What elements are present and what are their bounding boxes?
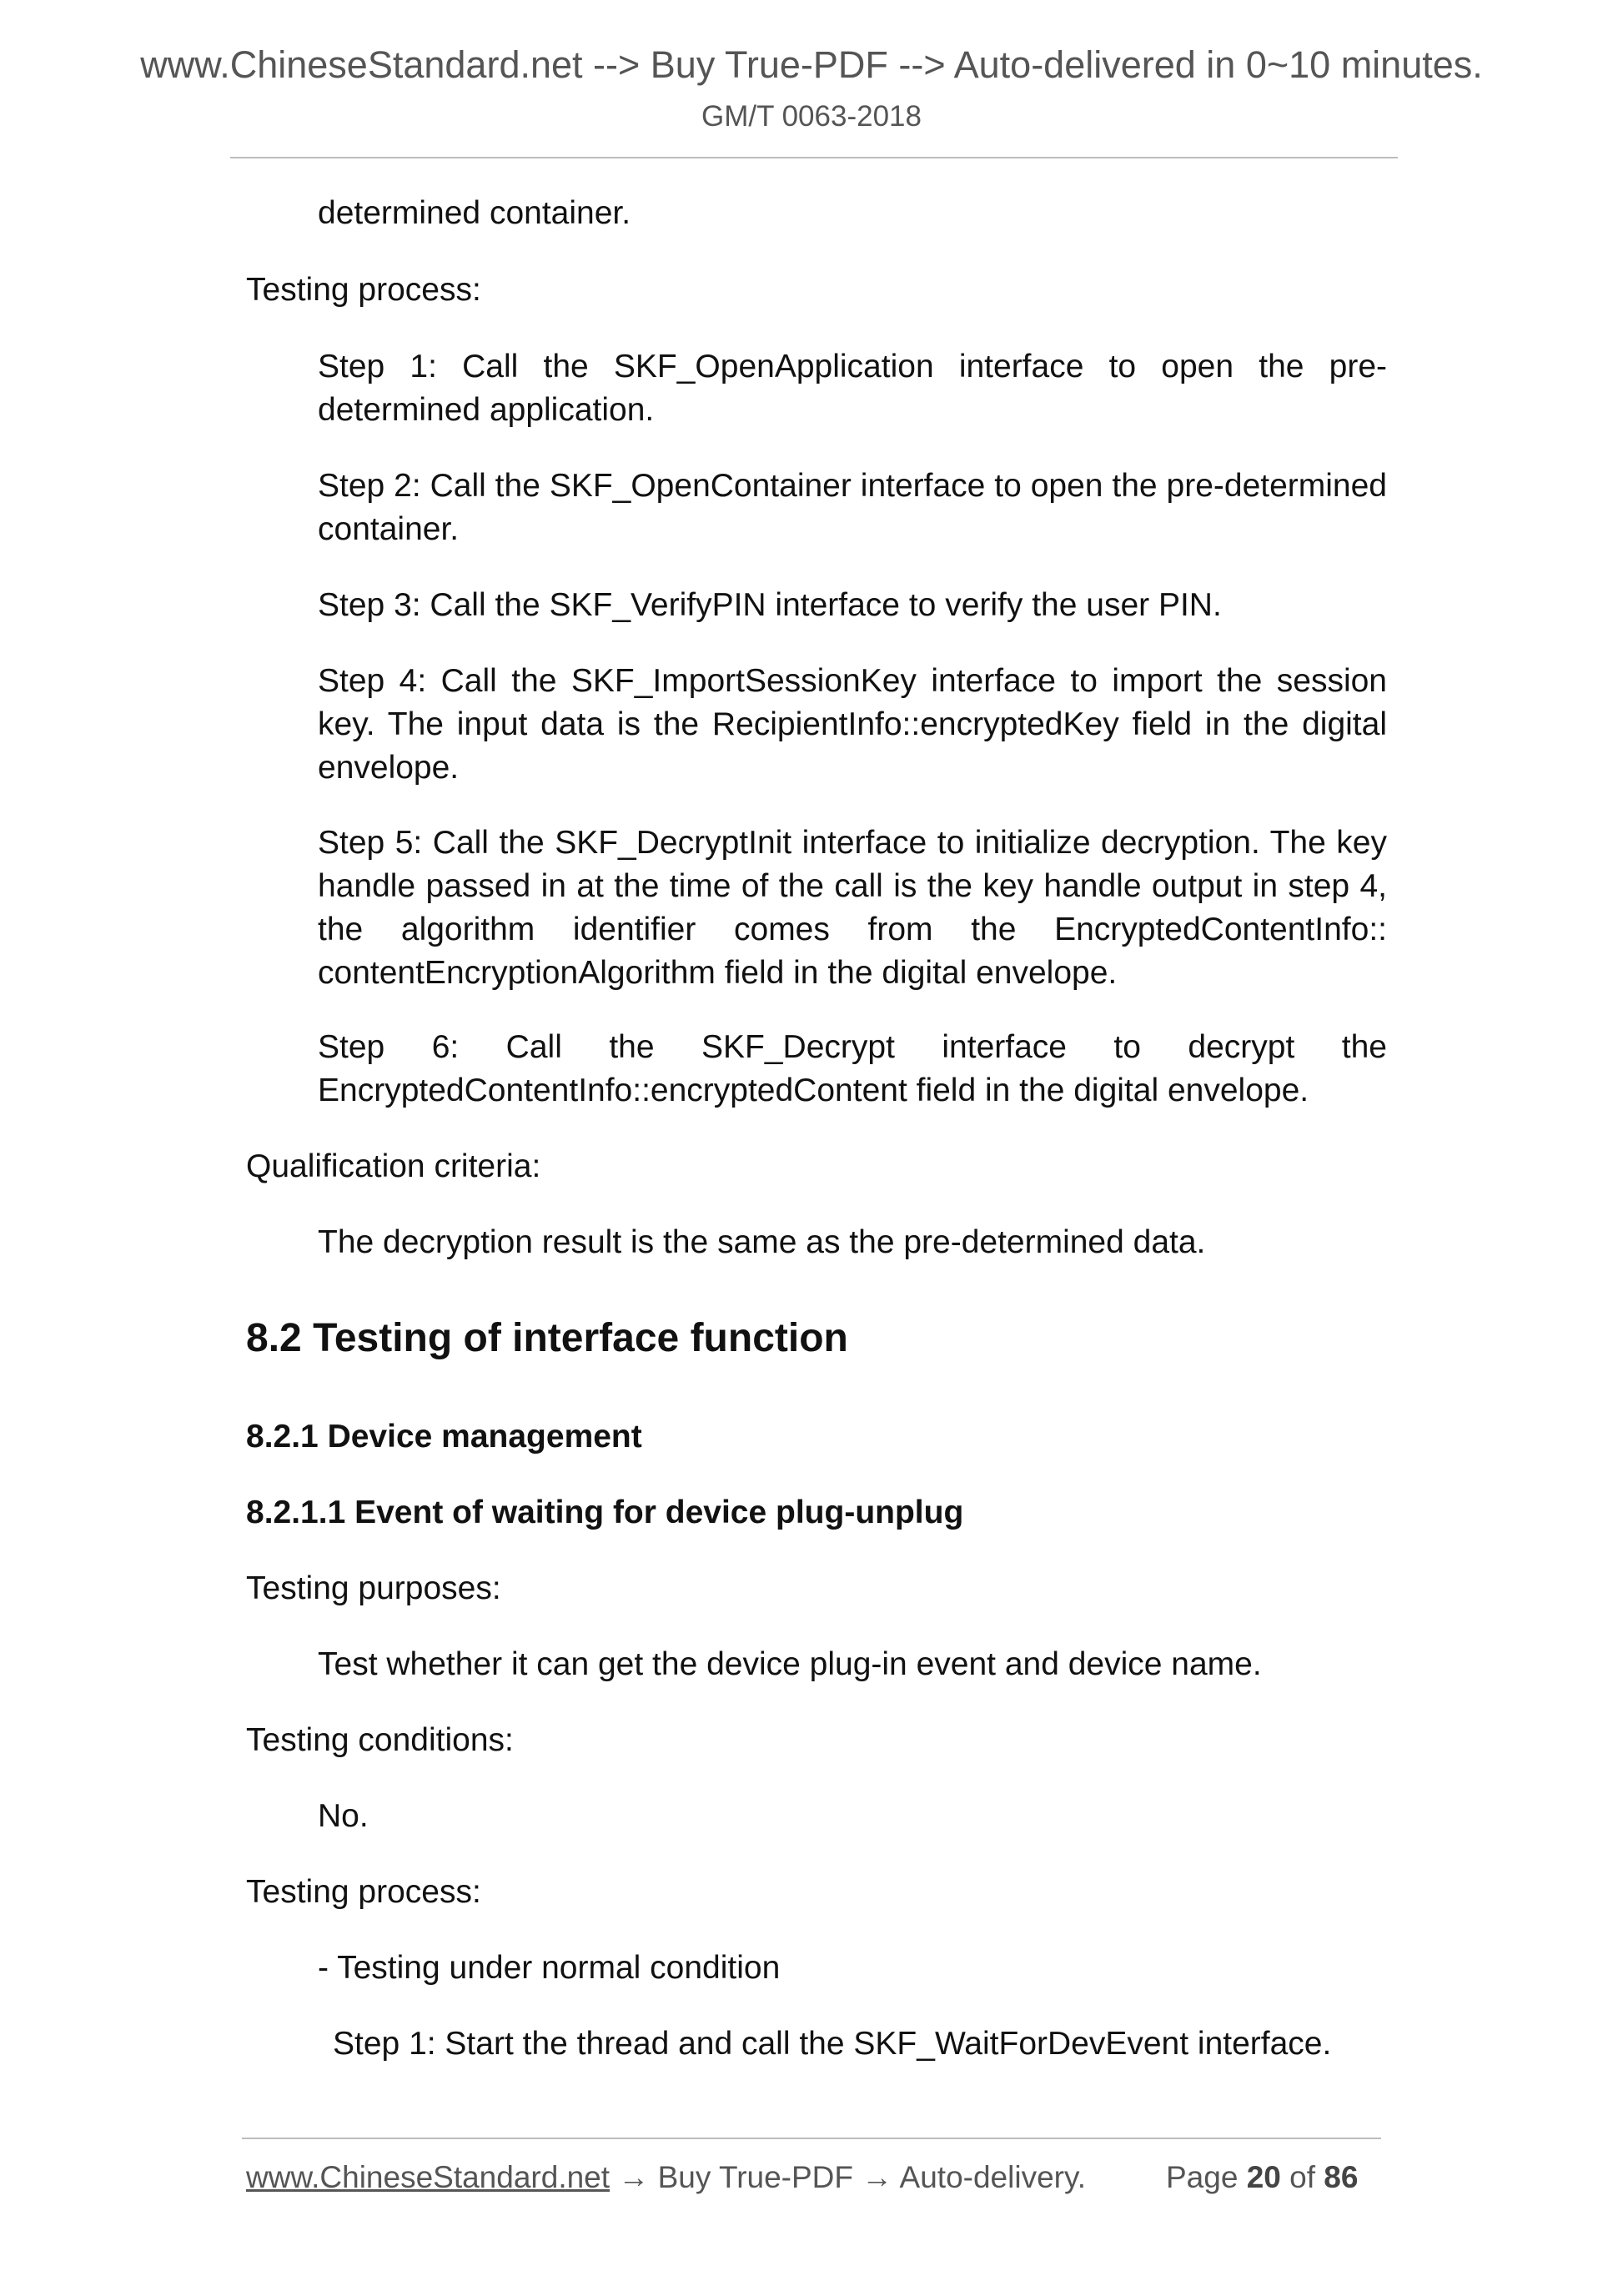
top-banner: www.ChineseStandard.net --> Buy True-PDF --> Auto-delivered in 0~10 minutes.: [140, 43, 1483, 86]
footer-arrow-2: →: [853, 2160, 900, 2194]
step-4-paragraph: Step 4: Call the SKF_ImportSessionKey interface to import the session key. The input data is the RecipientInfo::encryptedKey field in the digital envelope.: [318, 663, 1387, 786]
thread-step-paragraph: Step 1: Start the thread and call the SKF_WaitForDevEvent interface.: [333, 2026, 1332, 2062]
current-page-number: 20: [1246, 2160, 1281, 2194]
continued-line: determined container.: [318, 195, 631, 231]
testing-process-label: Testing process:: [246, 272, 481, 308]
footer-promo: [246, 2160, 1086, 2195]
step-6-paragraph: Step 6: Call the SKF_Decrypt interface to decrypt the EncryptedContentInfo::encryptedContent field in the digital envelope.: [318, 1029, 1387, 1108]
qualification-criteria-text: The decryption result is the same as the pre-determined data.: [318, 1224, 1206, 1260]
step-5-paragraph: Step 5: Call the SKF_DecryptInit interface to initialize decryption. The key handle passed in at the time of the call is the key handle output in step 4, the algorithm identifier comes from the EncryptedContentInfo:: contentEncryptionAlgorithm field in the digital envelope.: [318, 825, 1387, 991]
footer-buy-text: Buy True-PDF: [657, 2160, 854, 2194]
testing-purposes-label: Testing purposes:: [246, 1570, 501, 1606]
testing-process-label-2: Testing process:: [246, 1874, 481, 1910]
section-heading-8-2-1-1: 8.2.1.1 Event of waiting for device plug-unplug: [246, 1495, 964, 1530]
page-indicator: [1166, 2160, 1358, 2195]
step-2-paragraph: Step 2: Call the SKF_OpenContainer interface to open the pre-determined container.: [318, 468, 1387, 547]
normal-condition-item: - Testing under normal condition: [318, 1950, 781, 1986]
page-word: Page: [1166, 2160, 1239, 2194]
document-code: GM/T 0063-2018: [701, 100, 922, 133]
step-3-paragraph: Step 3: Call the SKF_VerifyPIN interface to verify the user PIN.: [318, 587, 1222, 623]
testing-conditions-text: No.: [318, 1798, 369, 1834]
footer-divider: [242, 2138, 1381, 2139]
section-heading-8-2-1: 8.2.1 Device management: [246, 1419, 642, 1454]
testing-purposes-text: Test whether it can get the device plug-in event and device name.: [318, 1646, 1262, 1682]
step-1-paragraph: Step 1: Call the SKF_OpenApplication interface to open the pre-determined application.: [318, 349, 1387, 428]
testing-conditions-label: Testing conditions:: [246, 1722, 514, 1758]
total-page-count: 86: [1324, 2160, 1359, 2194]
header-divider: [230, 157, 1398, 158]
section-heading-8-2: 8.2 Testing of interface function: [246, 1316, 848, 1360]
footer-delivery-text: Auto-delivery.: [899, 2160, 1087, 2194]
footer-arrow-1: →: [610, 2160, 658, 2194]
footer-site-link[interactable]: www.ChineseStandard.net: [246, 2160, 611, 2194]
of-word: of: [1289, 2160, 1315, 2194]
qualification-criteria-label: Qualification criteria:: [246, 1148, 541, 1184]
